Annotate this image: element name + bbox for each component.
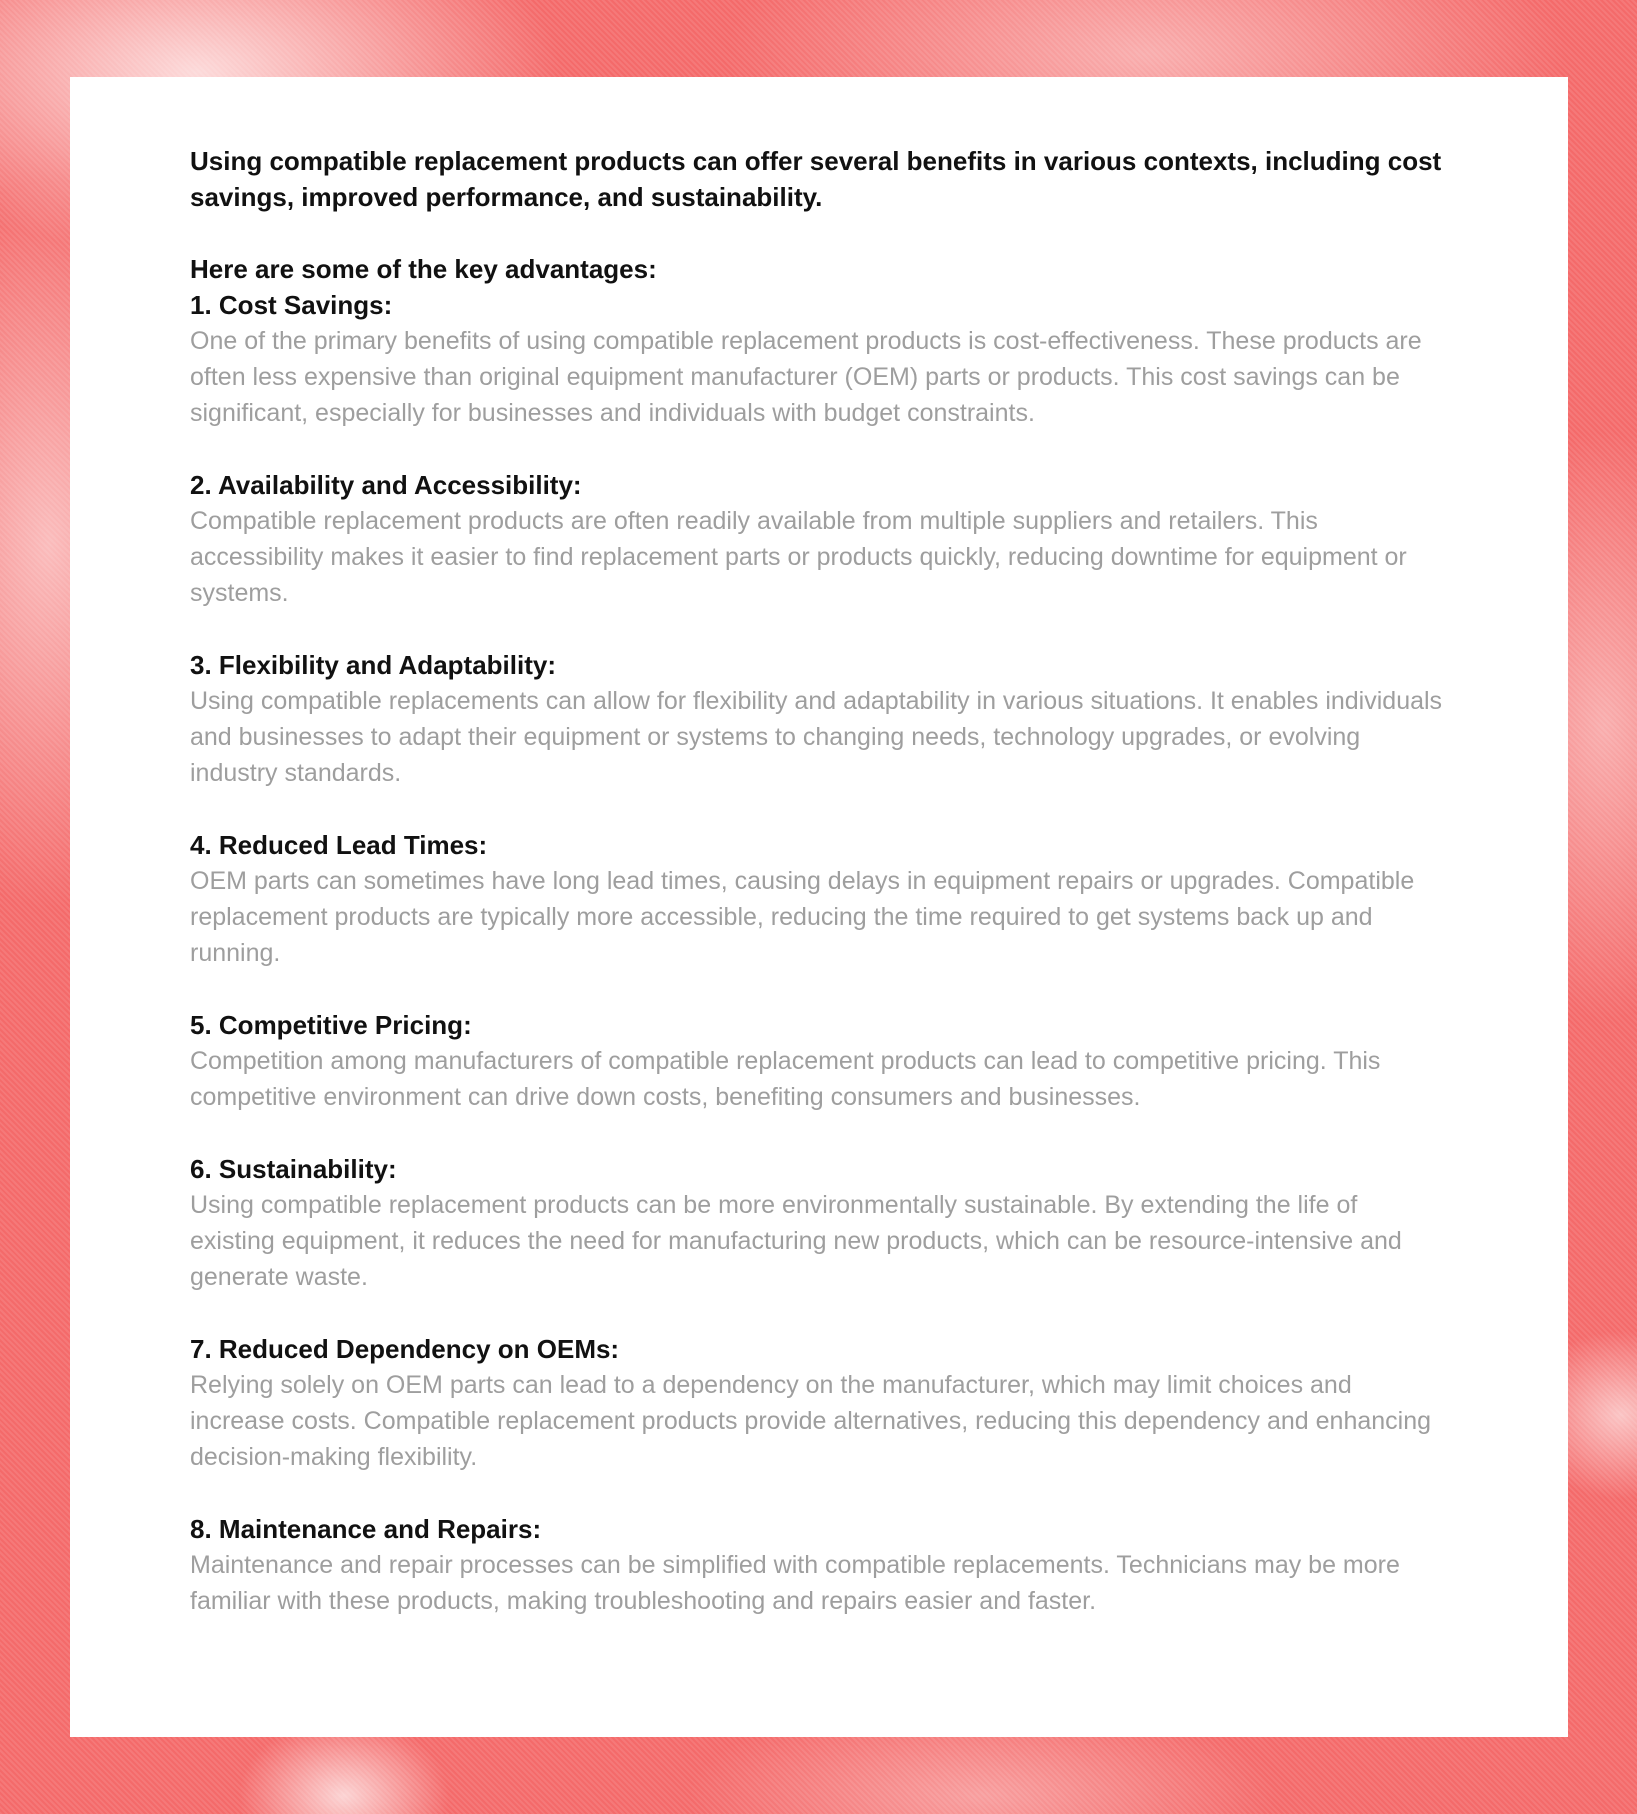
section-cost-savings xyxy=(190,287,1448,431)
section-body: Relying solely on OEM parts can lead to a dependency on the manufacturer, which may limit choices and increase costs. Compatible replacement products provide alternatives, reducing this dependency and enhancing decision-making flexibility. xyxy=(190,1371,1432,1471)
document-card xyxy=(70,77,1568,1737)
section-competitive-pricing xyxy=(190,1007,1448,1115)
section-lead-times xyxy=(190,827,1448,971)
section-title: 5. Competitive Pricing: xyxy=(190,1010,472,1040)
intro-paragraph: Using compatible replacement products can offer several benefits in various contexts, including cost savings, improved performance, and sustainability. xyxy=(190,146,1442,212)
section-sustainability xyxy=(190,1151,1448,1295)
section-body: Maintenance and repair processes can be simplified with compatible replacements. Technicians may be more familiar with these products, making troubleshooting and repairs easier and faster. xyxy=(190,1551,1400,1615)
section-maintenance xyxy=(190,1511,1448,1619)
section-title: 2. Availability and Accessibility: xyxy=(190,470,582,500)
section-body: Competition among manufacturers of compatible replacement products can lead to competitive pricing. This competitive environment can drive down costs, benefiting consumers and businesses. xyxy=(190,1047,1381,1111)
section-title: 1. Cost Savings: xyxy=(190,290,393,320)
section-body: One of the primary benefits of using compatible replacement products is cost-effectiveness. These products are often less expensive than original equipment manufacturer (OEM) parts or products. This cost savings can be significant, especially for businesses and individuals with budget constraints. xyxy=(190,327,1422,427)
section-availability xyxy=(190,467,1448,611)
section-oem-dependency xyxy=(190,1331,1448,1475)
section-title: 6. Sustainability: xyxy=(190,1154,397,1184)
section-title: 4. Reduced Lead Times: xyxy=(190,830,488,860)
section-flexibility xyxy=(190,647,1448,791)
section-body: OEM parts can sometimes have long lead times, causing delays in equipment repairs or upgrades. Compatible replacement products are typically more accessible, reducing the time required to get systems back up and running. xyxy=(190,867,1415,967)
section-title: 3. Flexibility and Adaptability: xyxy=(190,650,556,680)
section-body: Compatible replacement products are often readily available from multiple suppliers and retailers. This accessibility makes it easier to find replacement parts or products quickly, reducing downtime for equipment or systems. xyxy=(190,507,1407,607)
section-body: Using compatible replacement products can be more environmentally sustainable. By extending the life of existing equipment, it reduces the need for manufacturing new products, which can be resource-intensive and generate waste. xyxy=(190,1191,1402,1291)
section-title: 8. Maintenance and Repairs: xyxy=(190,1514,542,1544)
section-body: Using compatible replacements can allow for flexibility and adaptability in various situations. It enables individuals and businesses to adapt their equipment or systems to changing needs, technology upgrades, or evolving industry standards. xyxy=(190,687,1443,787)
advantages-heading: Here are some of the key advantages: xyxy=(190,254,657,284)
section-title: 7. Reduced Dependency on OEMs: xyxy=(190,1334,620,1364)
